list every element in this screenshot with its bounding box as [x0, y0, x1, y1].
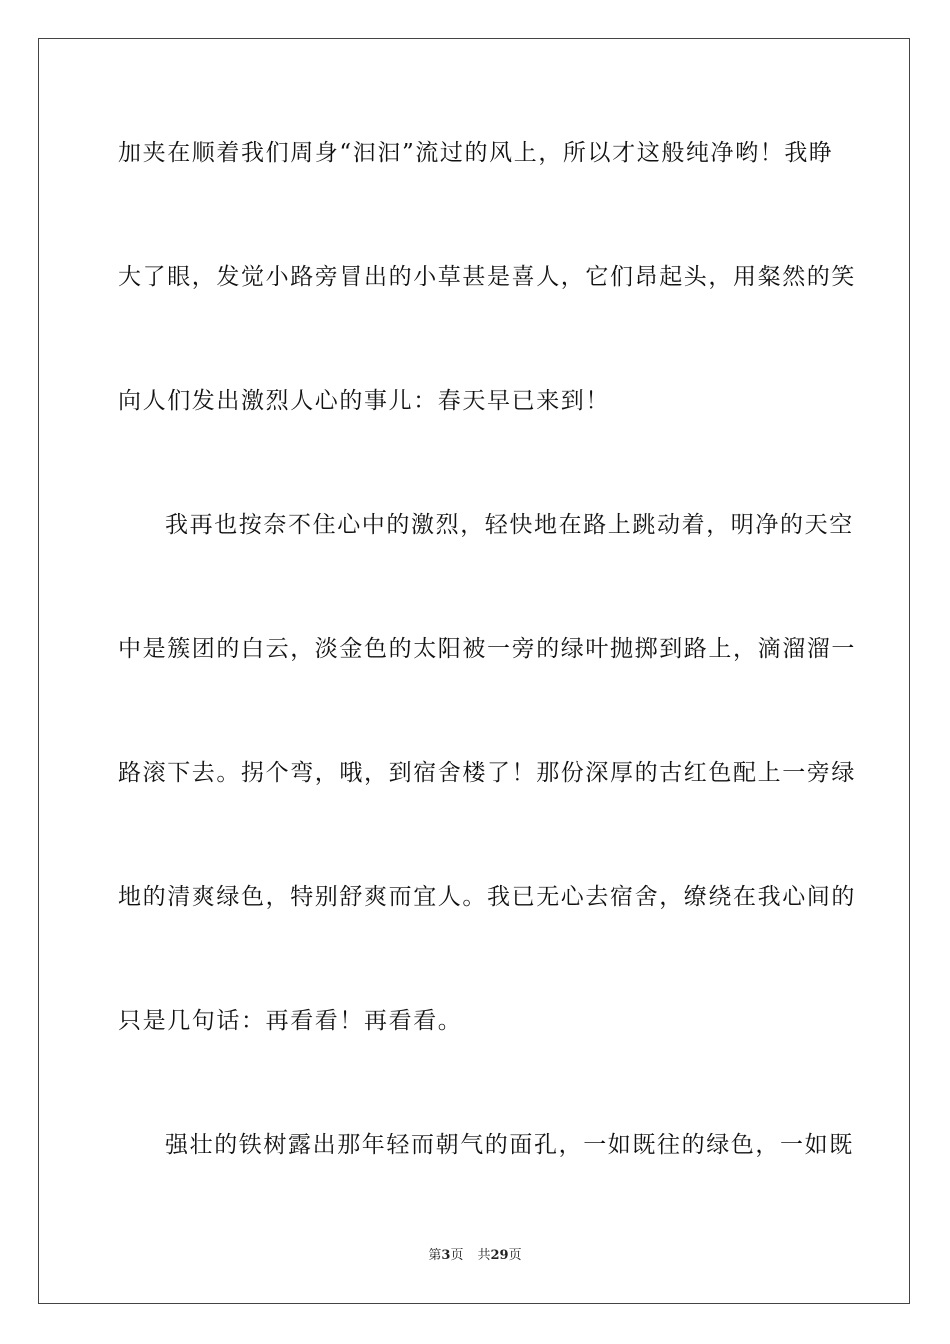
paragraph-2-first-line: 我再也按奈不住心中的激烈，轻快地在路上跳动着，明净的天空: [165, 512, 854, 538]
body-text-line-3: 向人们发出激烈人心的事儿：春天早已来到！: [118, 388, 610, 414]
total-pages: 29: [490, 1248, 509, 1263]
page-footer: [0, 1247, 950, 1265]
paragraph-3-first-line: 强壮的铁树露出那年轻而朝气的面孔，一如既往的绿色，一如既: [165, 1132, 854, 1158]
body-text-line-1: 加夹在顺着我们周身“汩汩”流过的风上，所以才这般纯净哟！我睁: [118, 140, 834, 166]
body-text-line-6: 路滚下去。拐个弯，哦，到宿舍楼了！那份深厚的古红色配上一旁绿: [118, 760, 856, 786]
page-border: [38, 38, 910, 1304]
page-number-prefix: 第: [428, 1248, 442, 1263]
total-pages-prefix: 共: [477, 1248, 491, 1263]
total-pages-suffix: 页: [508, 1248, 522, 1263]
body-text-line-8: 只是几句话：再看看！再看看。: [118, 1008, 463, 1034]
body-text-line-7: 地的清爽绿色，特别舒爽而宜人。我已无心去宿舍，缭绕在我心间的: [118, 884, 856, 910]
body-text-line-2: 大了眼，发觉小路旁冒出的小草甚是喜人，它们昂起头，用粲然的笑: [118, 264, 856, 290]
page-number: 3: [441, 1248, 451, 1263]
body-text-line-5: 中是簇团的白云，淡金色的太阳被一旁的绿叶抛掷到路上，滴溜溜一: [118, 636, 856, 662]
page-number-suffix: 页: [450, 1248, 464, 1263]
